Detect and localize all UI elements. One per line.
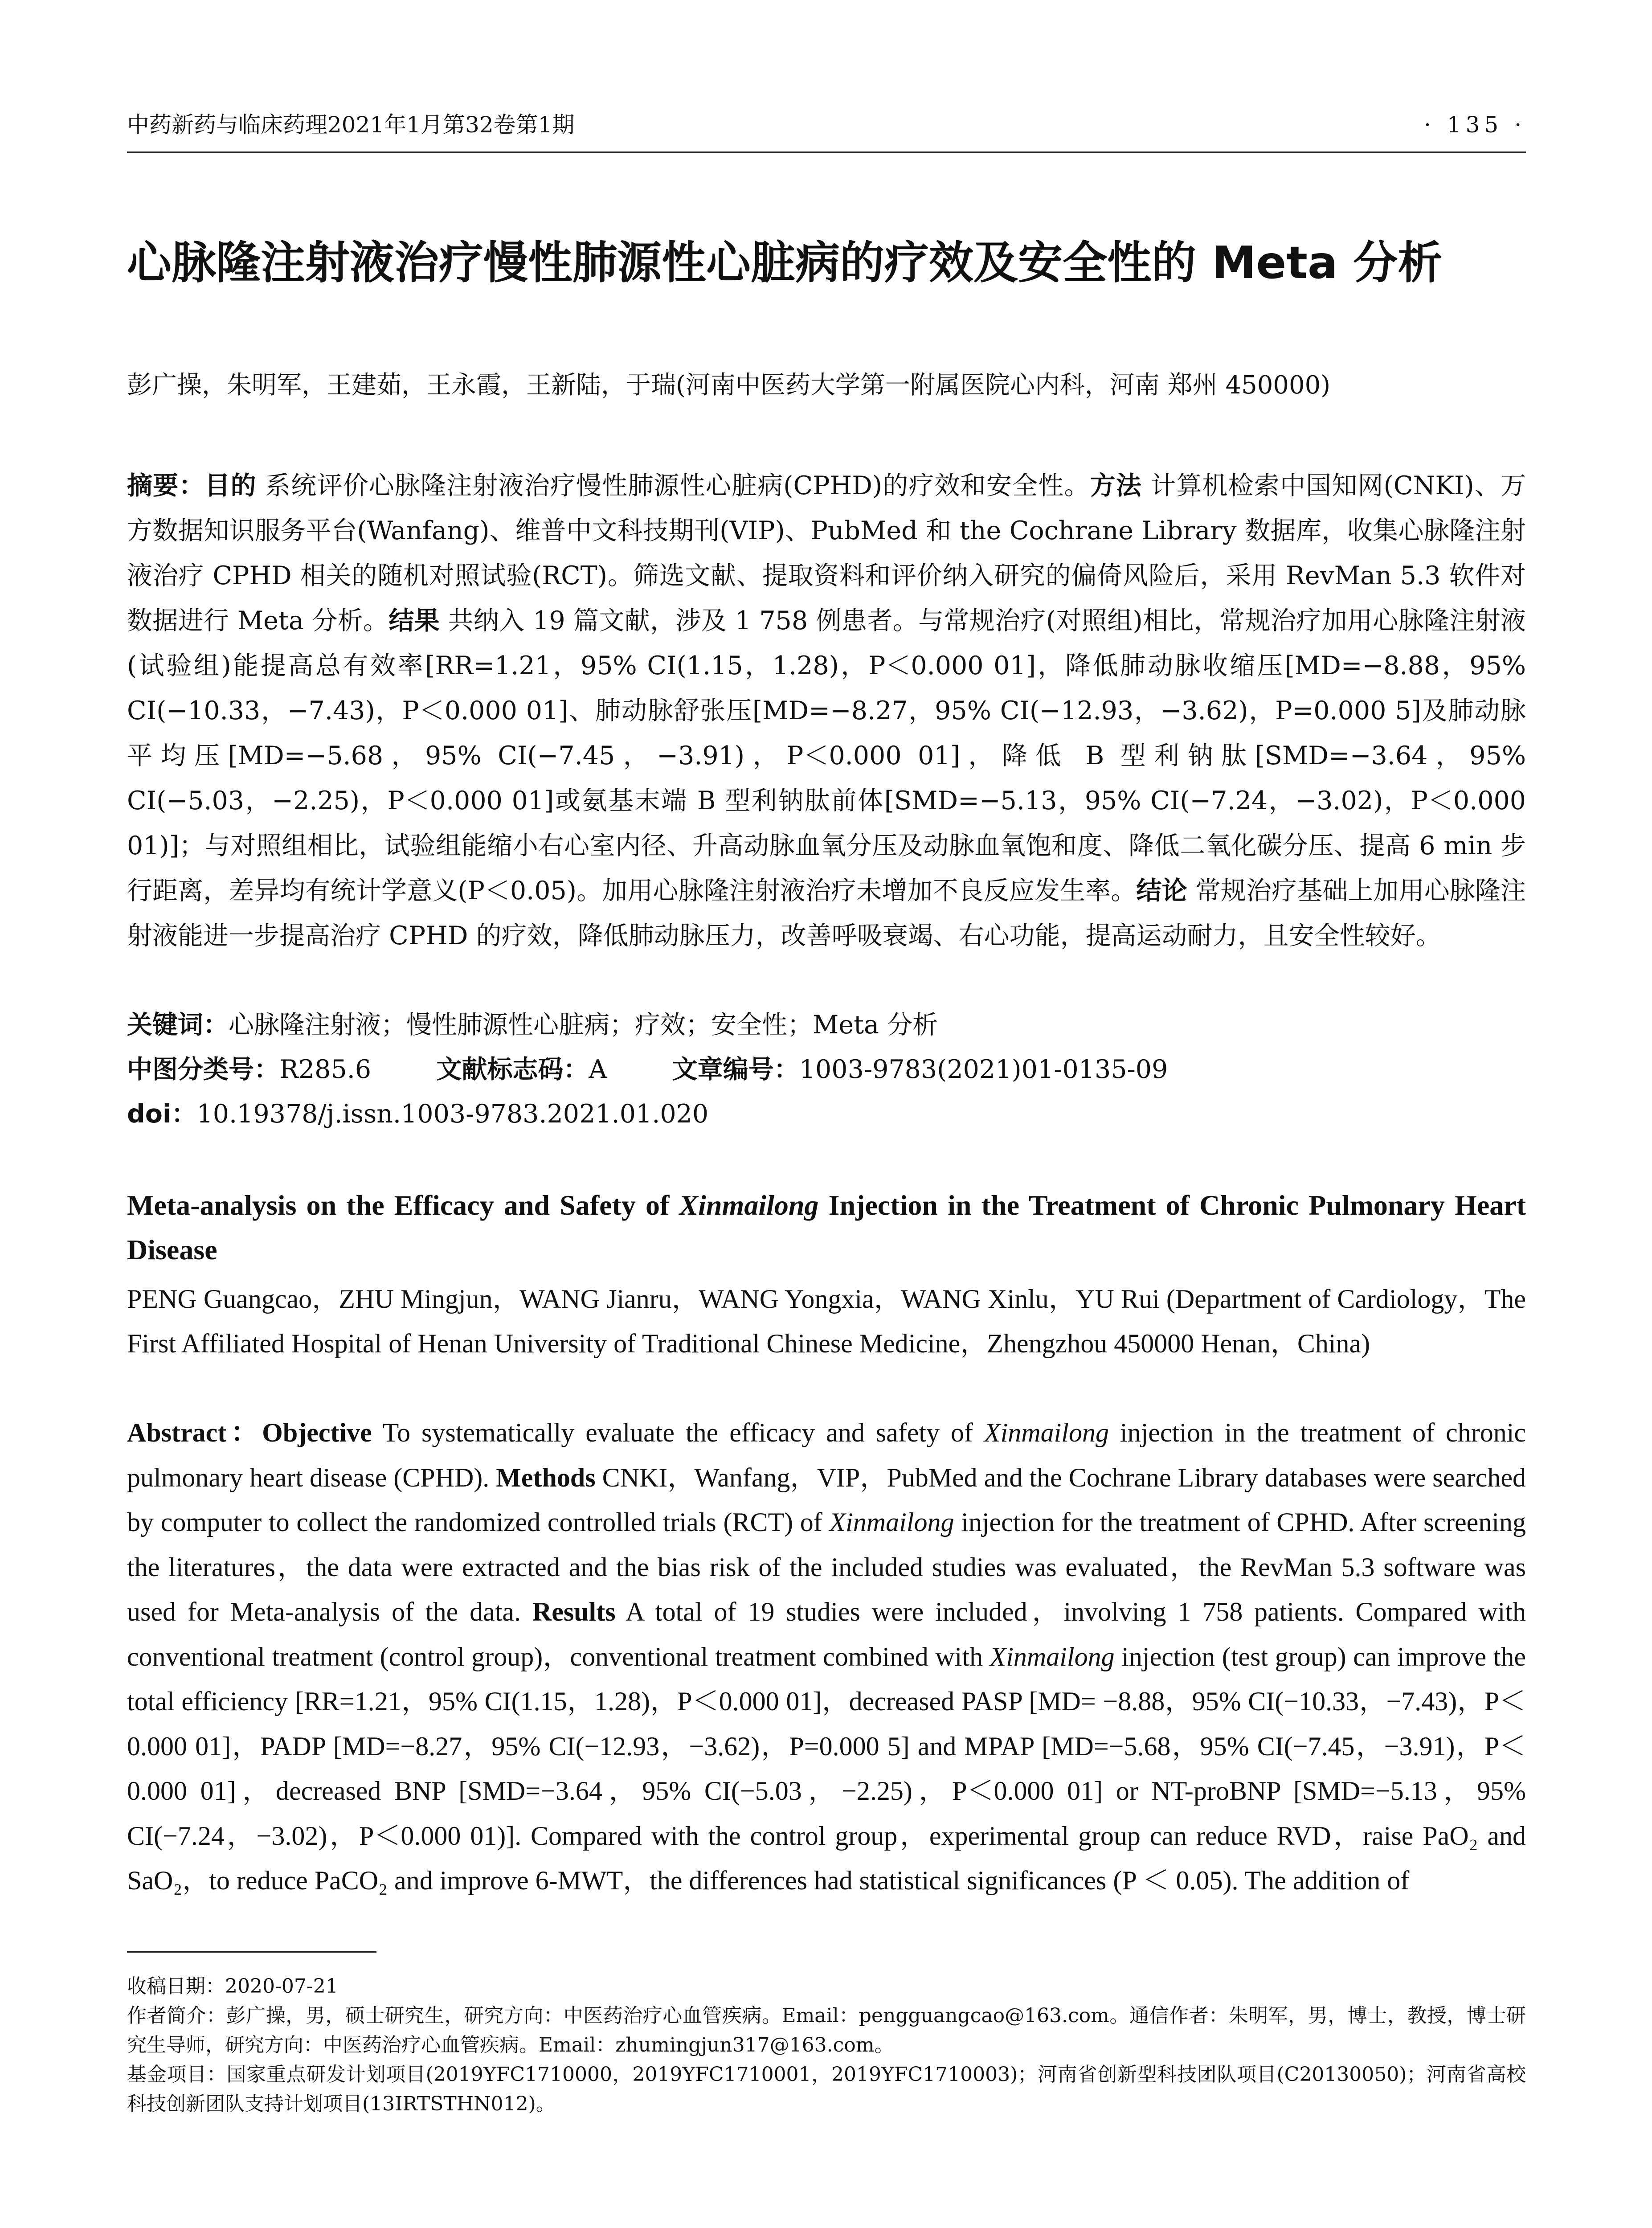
methods-label: 方法 (1090, 471, 1142, 500)
article-number-label: 文章编号： (672, 1055, 799, 1084)
footnotes (127, 1972, 1526, 2119)
article-number-value: 1003-9783(2021)01-0135-09 (799, 1055, 1168, 1084)
keywords-label: 关键词： (127, 1010, 229, 1040)
keywords-text: 心脉隆注射液；慢性肺源性心脏病；疗效；安全性；Meta 分析 (229, 1010, 938, 1040)
header-divider (127, 152, 1526, 153)
conclusion-text: 常规治疗基础上加用心脉隆注射液能进一步提高治疗 CPHD 的疗效，降低肺动脉压力，改善呼吸衰竭、右心功能，提高运动耐力，且安全性较好。 (127, 876, 1526, 950)
doc-code-label: 文献标志码： (436, 1055, 589, 1084)
en-results-label: Results (532, 1597, 616, 1626)
results-text: 共纳入 19 篇文献，涉及 1 758 例患者。与常规治疗(对照组)相比，常规治疗加用心脉隆注射液(试验组)能提高总有效率[RR=1.21，95% CI(1.15，1.28)，P＜0.000 01]，降低肺动脉收缩压[MD=−8.88，95% CI(−10.33，−7.43)，P＜0.000 01]、肺动脉舒张压[MD=−8.27，95% CI(−12.93，−3.62)，P=0.000 5]及肺动脉平均压[MD=−5.68，95% CI(−7.45，−3.91)，P＜0.000 01]，降低 B 型利钠肽[SMD=−3.64，95% CI(−5.03，−2.25)，P＜0.000 01]或氨基末端 B 型利钠肽前体[SMD=−5.13，95% CI(−7.24，−3.02)，P＜0.000 01)]；与对照组相比，试验组能缩小右心室内径、升高动脉血氧分压及动脉血氧饱和度、降低二氧化碳分压、提高 6 min 步行距离，差异均有统计学意义(P＜0.05)。加用心脉隆注射液治疗未增加不良反应发生率。 (127, 606, 1526, 905)
abstract-label: 摘要： (127, 471, 205, 500)
received-date: 收稿日期：2020-07-21 (127, 1975, 338, 1998)
english-abstract: Abstract：Objective To systematically evaluate the efficacy and safety of Xinmailong injection in the treatment of chronic pulmonary heart disease (CPHD). Methods CNKI，Wanfang，VIP，PubMed and the Cochrane Library databases were searched by computer to collect the randomized controlled trials (RCT) of Xinmailong injection for the treatment of CPHD. After screening the literatures，the data were extracted and the bias risk of the included studies was evaluated，the RevMan 5.3 software was used for Meta-analysis of the data. Results A total of 19 studies were included，involving 1 758 patients. Compared with conventional treatment (control group)，conventional treatment combined with Xinmailong injection (test group) can improve the total efficiency [RR=1.21，95% CI(1.15，1.28)，P＜0.000 01]，decreased PASP [MD= −8.88，95% CI(−10.33，−7.43)，P＜0.000 01]，PADP [MD=−8.27，95% CI(−12.93，−3.62)，P=0.000 5] and MPAP [MD=−5.68，95% CI(−7.45，−3.91)，P＜0.000 01]，decreased BNP [SMD=−3.64，95% CI(−5.03，−2.25)，P＜0.000 01] or NT-proBNP [SMD=−5.13，95% CI(−7.24，−3.02)，P＜0.000 01)]. Compared with the control group，experimental group can reduce RVD，raise PaO₂ and SaO₂，to reduce PaCO₂ and improve 6-MWT，the differences had statistical significances (P ＜ 0.05). The addition of (127, 1418, 1526, 1895)
doc-code-value: A (589, 1055, 607, 1084)
objective-text: 系统评价心脉隆注射液治疗慢性肺源性心脏病(CPHD)的疗效和安全性。 (265, 471, 1090, 500)
chinese-abstract (127, 463, 1526, 958)
en-methods-label: Methods (496, 1462, 596, 1492)
journal-issue: 中药新药与临床药理2021年1月第32卷第1期 (127, 112, 575, 138)
en-objective-label: Objective (262, 1418, 372, 1447)
doi-link[interactable]: 10.19378/j.issn.1003-9783.2021.01.020 (196, 1099, 709, 1129)
classification-line (127, 1047, 1526, 1092)
page-number: · 135 · (1423, 112, 1526, 138)
objective-label: 目的 (204, 471, 257, 500)
clc-label: 中图分类号： (127, 1055, 279, 1084)
clc-value: R285.6 (279, 1055, 372, 1084)
keywords (127, 1003, 1526, 1047)
author-line: 彭广操，朱明军，王建茹，王永霞，王新陆，于瑞(河南中医药大学第一附属医院心内科，河南 郑州 450000) (127, 371, 1331, 400)
funding-info: 基金项目：国家重点研发计划项目(2019YFC1710000，2019YFC1710001，2019YFC1710003)；河南省创新型科技团队项目(C20130050)；河南省高校科技创新团队支持计划项目(13IRTSTHN012)。 (127, 2063, 1526, 2115)
doi-line (127, 1092, 1526, 1136)
conclusion-label: 结论 (1136, 876, 1187, 905)
en-abstract-label: Abstract： (127, 1418, 262, 1447)
methods-text: 计算机检索中国知网(CNKI)、万方数据知识服务平台(Wanfang)、维普中文科技期刊(VIP)、PubMed 和 the Cochrane Library 数据库，收集心脉隆注射液治疗 CPHD 相关的随机对照试验(RCT)。筛选文献、提取资料和评价纳入研究的偏倚风险后，采用 RevMan 5.3 软件对数据进行 Meta 分析。 (127, 471, 1526, 635)
author-bio: 作者简介：彭广操，男，硕士研究生，研究方向：中医药治疗心血管疾病。Email：pengguangcao@163.com。通信作者：朱明军，男，博士，教授，博士研究生导师，研究方向：中医药治疗心血管疾病。Email：zhumingjun317@163.com。 (127, 2004, 1526, 2056)
english-authors: PENG Guangcao，ZHU Mingjun，WANG Jianru，WANG Yongxia，WANG Xinlu，YU Rui (Department of Cardiology，The First Affiliated Hospital of Henan University of Traditional Chinese Medicine，Zhengzhou 450000 Henan，China) (127, 1284, 1526, 1358)
results-label: 结果 (388, 606, 440, 635)
article-title: 心脉隆注射液治疗慢性肺源性心脏病的疗效及安全性的 Meta 分析 (127, 237, 1443, 289)
doi-label: doi： (127, 1099, 197, 1129)
running-header (127, 109, 1526, 140)
footnote-divider (127, 1951, 376, 1953)
english-title: Meta-analysis on the Efficacy and Safety of Xinmailong Injection in the Treatment of Chronic Pulmonary Heart Disease (127, 1189, 1526, 1266)
